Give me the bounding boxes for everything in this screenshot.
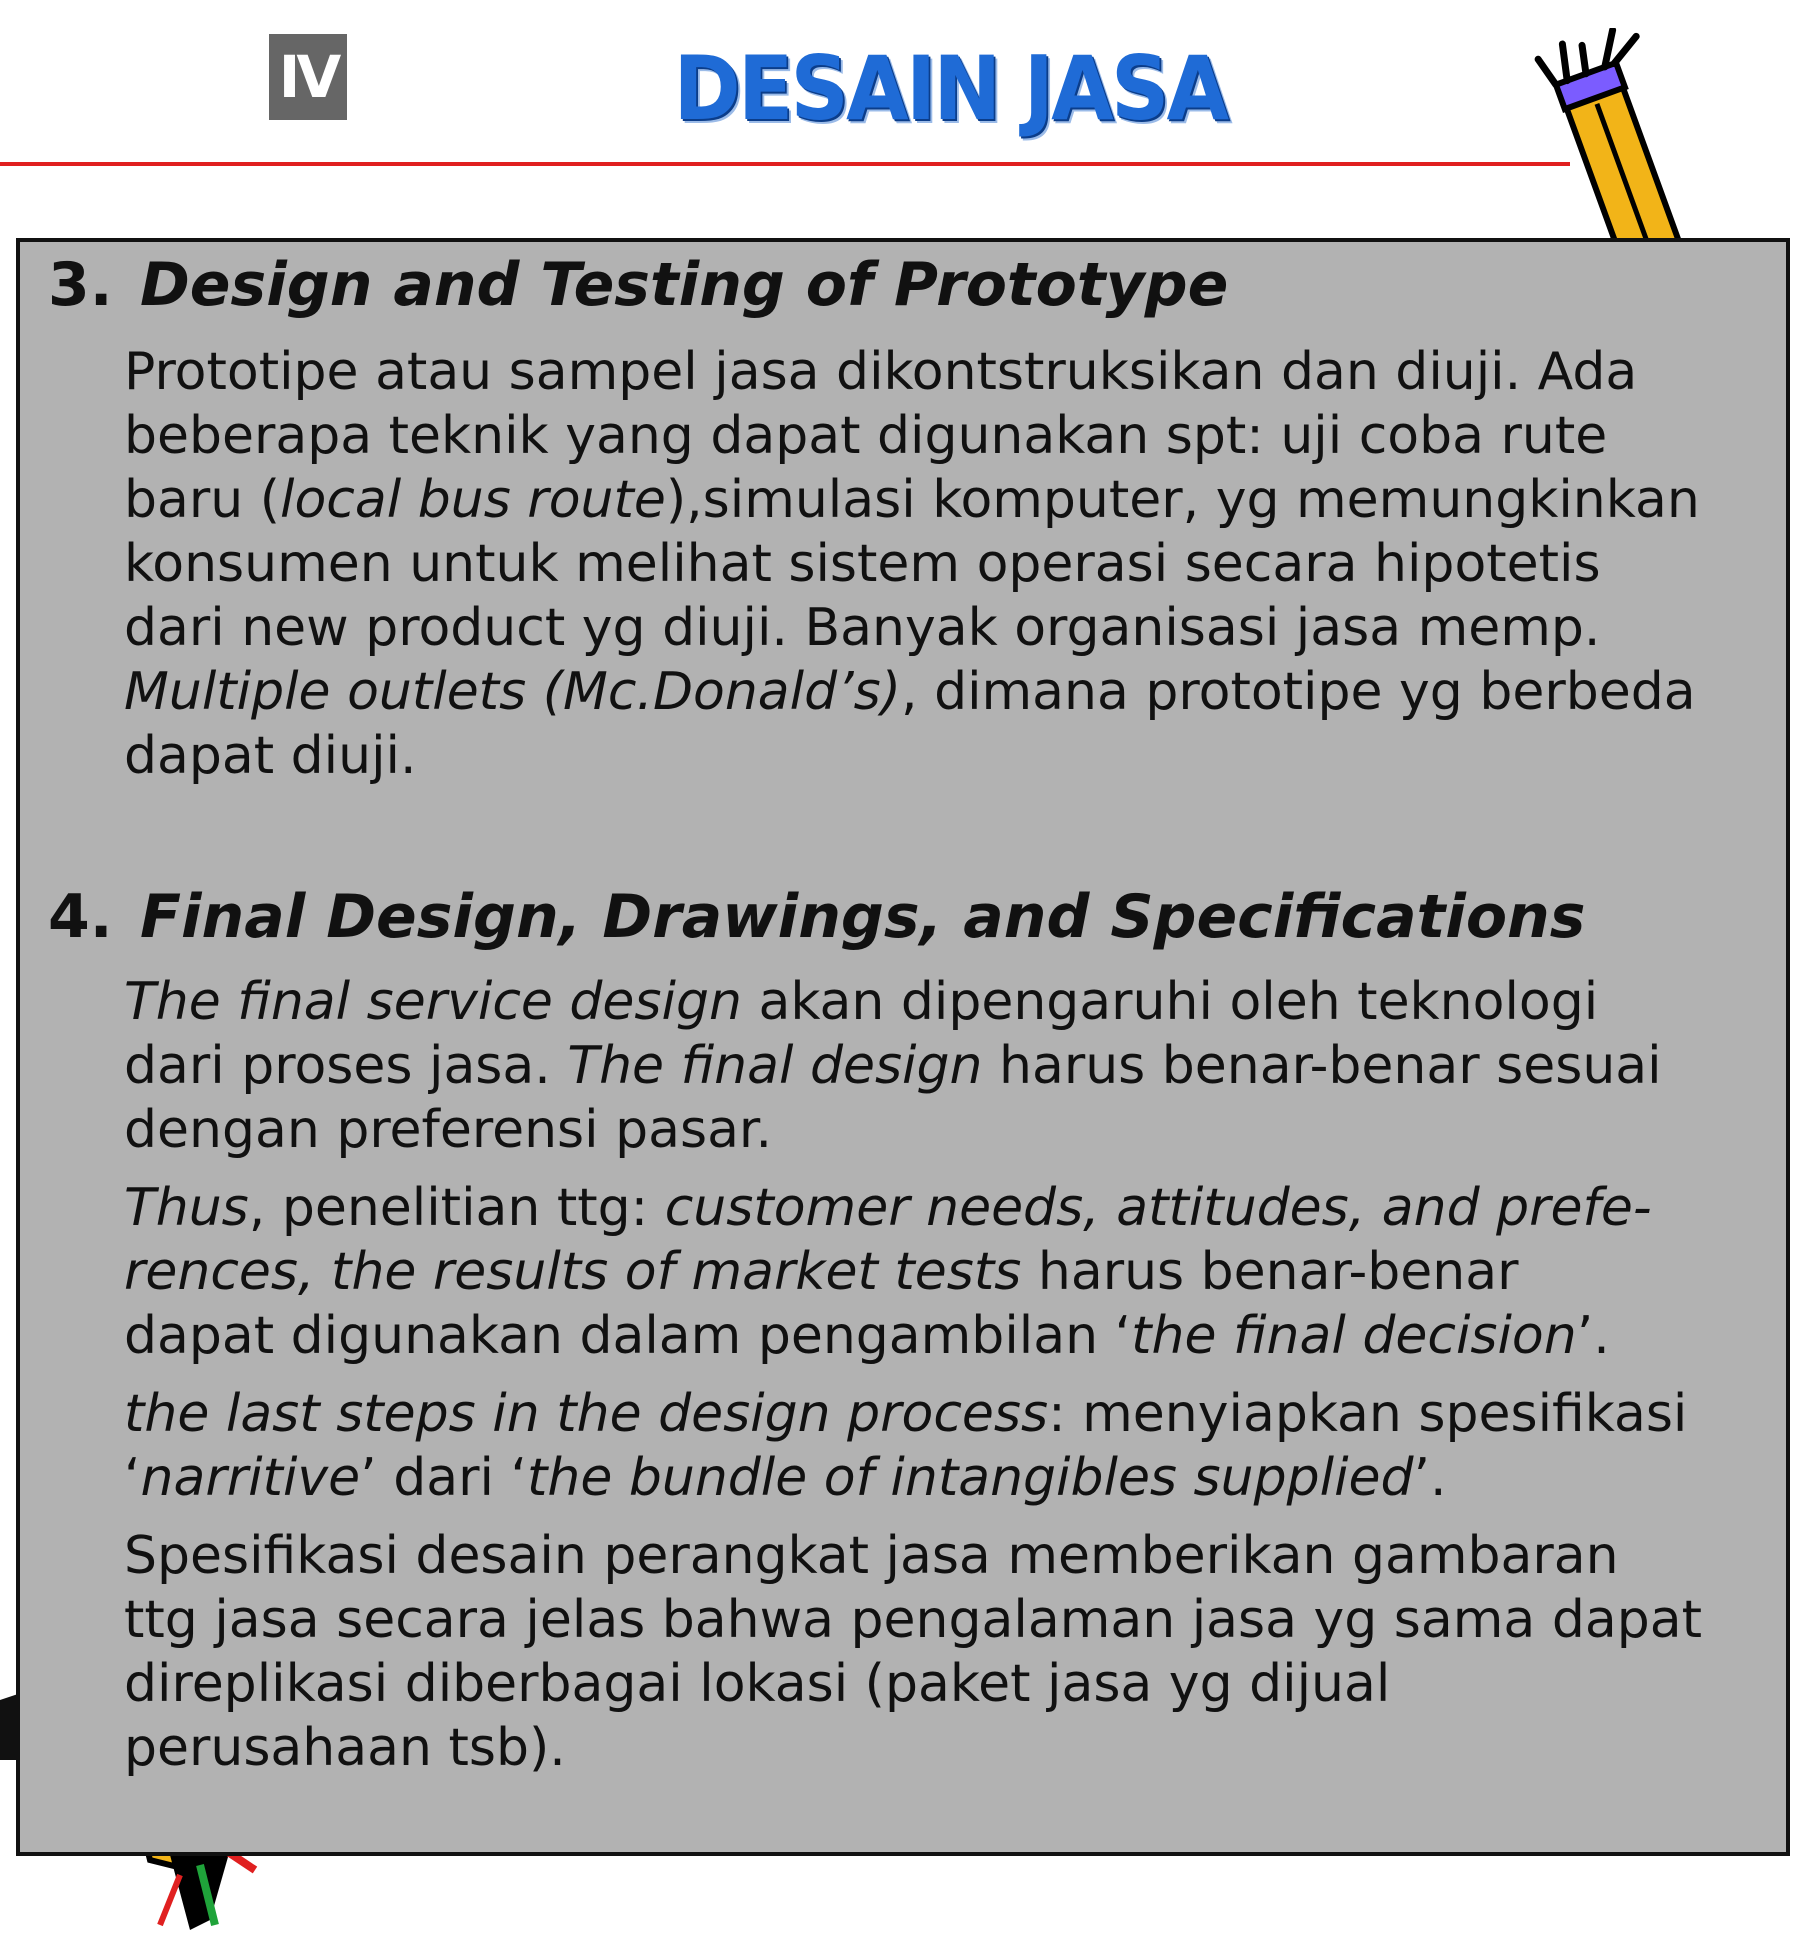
section-4-paragraph-3 — [124, 1382, 1762, 1510]
text-line: dapat diuji. — [124, 726, 417, 786]
section-4-paragraph-4 — [124, 1524, 1762, 1780]
section-3-title: Design and Testing of Prototype — [140, 250, 1229, 320]
text-line: Multiple outlets (Mc.Donald’s), dimana prototipe yg berbeda — [124, 662, 1696, 722]
section-4-paragraph-2 — [124, 1176, 1762, 1368]
text-line: Thus, penelitian ttg: customer needs, attitudes, and prefe- — [124, 1178, 1652, 1238]
text-line: ttg jasa secara jelas bahwa pengalaman jasa yg sama dapat — [124, 1590, 1702, 1650]
text-line: Spesifikasi desain perangkat jasa memberikan gambaran — [124, 1526, 1619, 1586]
section-3-number: 3. — [48, 250, 113, 320]
text-line: konsumen untuk melihat sistem operasi secara hipotetis — [124, 534, 1601, 594]
text-line: ‘narritive’ dari ‘the bundle of intangibles supplied’. — [124, 1448, 1447, 1508]
text-line: dari proses jasa. The final design harus benar-benar sesuai — [124, 1036, 1662, 1096]
text-line: direplikasi diberbagai lokasi (paket jasa yg dijual — [124, 1654, 1391, 1714]
section-4-title: Final Design, Drawings, and Specifications — [140, 882, 1586, 952]
text-line: the last steps in the design process: menyiapkan spesifikasi — [124, 1384, 1688, 1444]
text-line: dengan preferensi pasar. — [124, 1100, 773, 1160]
text-line: Prototipe atau sampel jasa dikontstruksikan dan diuji. Ada — [124, 342, 1638, 402]
title-underline — [0, 162, 1570, 166]
section-4-heading — [48, 882, 1585, 952]
text-line: beberapa teknik yang dapat digunakan spt: uji coba rute — [124, 406, 1608, 466]
section-4-paragraph-1 — [124, 970, 1762, 1162]
section-number-badge: IV — [269, 34, 347, 120]
text-line: dapat digunakan dalam pengambilan ‘the final decision’. — [124, 1306, 1610, 1366]
text-line: baru (local bus route),simulasi komputer, yg memungkinkan — [124, 470, 1700, 530]
text-line: dari new product yg diuji. Banyak organisasi jasa memp. — [124, 598, 1601, 658]
content-box — [16, 238, 1790, 1856]
section-3-heading — [48, 250, 1228, 320]
pencil-icon — [1520, 28, 1720, 248]
slide-title: DESAIN JASA — [673, 37, 1227, 140]
text-line: The final service design akan dipengaruhi oleh teknologi — [124, 972, 1599, 1032]
section-3-paragraph — [124, 340, 1762, 788]
text-line: rences, the results of market tests harus benar-benar — [124, 1242, 1519, 1302]
section-4-number: 4. — [48, 882, 113, 952]
text-line: perusahaan tsb). — [124, 1718, 566, 1778]
